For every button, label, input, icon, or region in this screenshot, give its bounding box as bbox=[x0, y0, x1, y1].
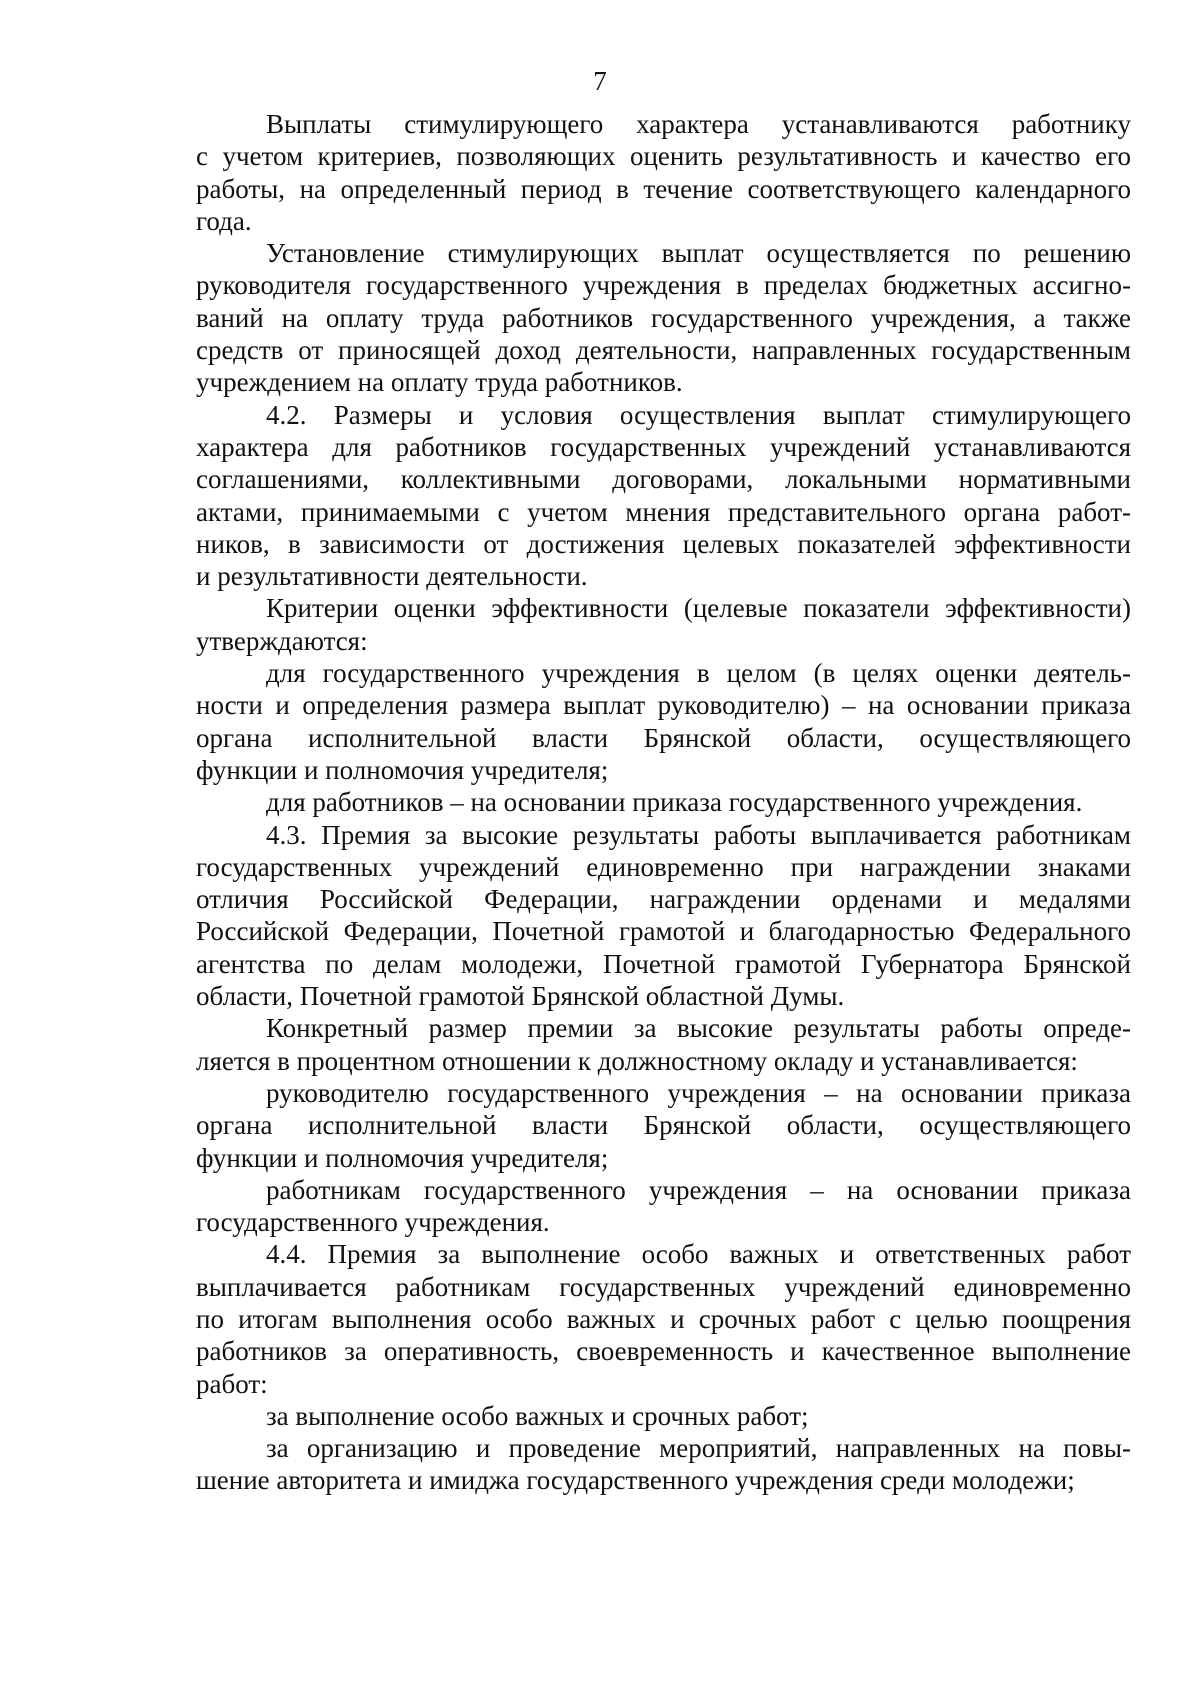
text-line: выплачивается работникам государственных учреждений единовременно bbox=[196, 1271, 1131, 1302]
text-line: и результативности деятельности. bbox=[196, 561, 588, 592]
text-line: по итогам выполнения особо важных и срочных работ с целью поощрения bbox=[196, 1303, 1131, 1334]
text-line: области, Почетной грамотой Брянской областной Думы. bbox=[196, 981, 845, 1012]
text-line: Конкретный размер премии за высокие результаты работы опреде- bbox=[266, 1013, 1131, 1044]
text-line: с учетом критериев, позволяющих оценить результативность и качество его bbox=[196, 141, 1131, 172]
text-line: функции и полномочия учредителя; bbox=[196, 1142, 609, 1173]
text-line: органа исполнительной власти Брянской области, осуществляющего bbox=[196, 722, 1131, 753]
text-line: государственных учреждений единовременно при награждении знаками bbox=[196, 851, 1131, 882]
text-line: отличия Российской Федерации, награждении орденами и медалями bbox=[196, 884, 1131, 915]
text-line: руководителю государственного учреждения – на основании приказа bbox=[266, 1077, 1131, 1108]
text-line: для работников – на основании приказа государственного учреждения. bbox=[266, 787, 1083, 818]
text-line: ников, в зависимости от достижения целевых показателей эффективности bbox=[196, 528, 1131, 559]
text-line: ваний на оплату труда работников государственного учреждения, а также bbox=[196, 302, 1131, 333]
text-line: для государственного учреждения в целом (в целях оценки деятель- bbox=[266, 658, 1131, 689]
text-line: работников за оперативность, своевременность и качественное выполнение bbox=[196, 1336, 1131, 1367]
text-line: ляется в процентном отношении к должностному окладу и устанавливается: bbox=[196, 1045, 1078, 1076]
page-number: 7 bbox=[593, 66, 607, 96]
text-line: Российской Федерации, Почетной грамотой и благодарностью Федерального bbox=[196, 916, 1131, 947]
text-line: средств от приносящей доход деятельности, направленных государственным bbox=[196, 335, 1131, 366]
text-line: Выплаты стимулирующего характера устанавливаются работнику bbox=[266, 109, 1131, 139]
text-line: за выполнение особо важных и срочных работ; bbox=[266, 1400, 809, 1431]
text-line: 4.4. Премия за выполнение особо важных и ответственных работ bbox=[266, 1239, 1131, 1270]
text-line: работы, на определенный период в течение соответствующего календарного bbox=[196, 173, 1131, 204]
document-body bbox=[196, 108, 1131, 1497]
text-line: органа исполнительной власти Брянской области, осуществляющего bbox=[196, 1110, 1131, 1141]
text-line: за организацию и проведение мероприятий, направленных на повы- bbox=[266, 1433, 1131, 1464]
text-line: ности и определения размера выплат руководителю) – на основании приказа bbox=[196, 690, 1131, 721]
text-line: Критерии оценки эффективности (целевые показатели эффективности) bbox=[266, 593, 1131, 624]
text-line: работникам государственного учреждения – на основании приказа bbox=[266, 1174, 1131, 1205]
text-line: 4.3. Премия за высокие результаты работы выплачивается работникам bbox=[266, 819, 1131, 850]
text-line: 4.2. Размеры и условия осуществления выплат стимулирующего bbox=[266, 399, 1131, 430]
text-line: государственного учреждения. bbox=[196, 1207, 550, 1238]
text-line: характера для работников государственных учреждений устанавливаются bbox=[196, 431, 1131, 462]
text-line: соглашениями, коллективными договорами, локальными нормативными bbox=[196, 464, 1131, 495]
text-line: агентства по делам молодежи, Почетной грамотой Губернатора Брянской bbox=[196, 948, 1131, 979]
text-line: функции и полномочия учредителя; bbox=[196, 754, 609, 785]
text-line: учреждением на оплату труда работников. bbox=[196, 367, 683, 398]
text-line: утверждаются: bbox=[196, 625, 368, 656]
text-line: работ: bbox=[196, 1368, 268, 1399]
text-line: Установление стимулирующих выплат осуществляется по решению bbox=[266, 238, 1131, 269]
text-line: года. bbox=[196, 205, 252, 236]
text-line: шение авторитета и имиджа государственного учреждения среди молодежи; bbox=[196, 1465, 1075, 1496]
text-line: руководителя государственного учреждения в пределах бюджетных ассигно- bbox=[196, 270, 1131, 301]
text-line: актами, принимаемыми с учетом мнения представительного органа работ- bbox=[196, 496, 1131, 527]
